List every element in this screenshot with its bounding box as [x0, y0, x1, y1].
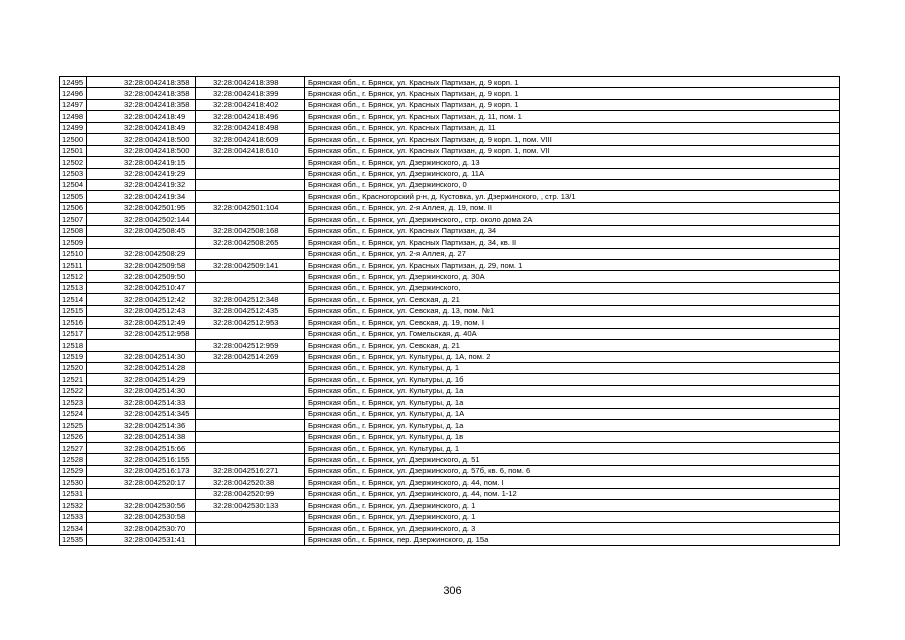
- cadastral-number-cell: 32:28:0042418:358: [87, 77, 196, 88]
- address-cell: Брянская обл., г. Брянск, ул. Севская, д. 21: [305, 340, 840, 351]
- linked-cadastral-number-cell: [196, 523, 305, 534]
- cadastral-number-cell: 32:28:0042509:50: [87, 271, 196, 282]
- cadastral-number-cell: [87, 340, 196, 351]
- row-number-cell: 12520: [60, 362, 87, 373]
- table-row: [60, 374, 840, 385]
- row-number-cell: 12504: [60, 179, 87, 190]
- linked-cadastral-number-cell: 32:28:0042509:141: [196, 260, 305, 271]
- cadastral-number-cell: 32:28:0042514:30: [87, 351, 196, 362]
- row-number-cell: 12533: [60, 511, 87, 522]
- row-number-cell: 12525: [60, 420, 87, 431]
- linked-cadastral-number-cell: [196, 454, 305, 465]
- table-row: [60, 534, 840, 545]
- address-cell: Брянская обл., г. Брянск, ул. Культуры, д. 1: [305, 443, 840, 454]
- address-cell: Брянская обл., г. Брянск, пер. Дзержинского, д. 15а: [305, 534, 840, 545]
- cadastral-number-cell: 32:28:0042514:36: [87, 420, 196, 431]
- address-cell: Брянская обл., г. Брянск, ул. Севская, д. 21: [305, 294, 840, 305]
- row-number-cell: 12527: [60, 443, 87, 454]
- cadastral-number-cell: 32:28:0042530:56: [87, 500, 196, 511]
- cadastral-number-cell: 32:28:0042516:155: [87, 454, 196, 465]
- linked-cadastral-number-cell: 32:28:0042418:498: [196, 122, 305, 133]
- linked-cadastral-number-cell: [196, 157, 305, 168]
- table-row: [60, 225, 840, 236]
- linked-cadastral-number-cell: [196, 248, 305, 259]
- cadastral-number-cell: 32:28:0042418:358: [87, 99, 196, 110]
- address-cell: Брянская обл., г. Брянск, ул. Красных Партизан, д. 9 корп. 1: [305, 77, 840, 88]
- table-row: [60, 454, 840, 465]
- cadastral-number-cell: 32:28:0042419:29: [87, 168, 196, 179]
- address-cell: Брянская обл., г. Брянск, ул. Культуры, д. 1: [305, 362, 840, 373]
- table-row: [60, 294, 840, 305]
- cadastral-number-cell: 32:28:0042419:15: [87, 157, 196, 168]
- address-cell: Брянская обл., г. Брянск, ул. Дзержинского, д. 3: [305, 523, 840, 534]
- cadastral-number-cell: 32:28:0042516:173: [87, 465, 196, 476]
- address-cell: Брянская обл., г. Брянск, ул. Дзержинского, д. 11А: [305, 168, 840, 179]
- row-number-cell: 12522: [60, 385, 87, 396]
- cadastral-number-cell: 32:28:0042509:58: [87, 260, 196, 271]
- linked-cadastral-number-cell: [196, 271, 305, 282]
- cadastral-number-cell: 32:28:0042514:29: [87, 374, 196, 385]
- linked-cadastral-number-cell: [196, 511, 305, 522]
- address-cell: Брянская обл., г. Брянск, ул. Дзержинского, д. 57б, кв. 6, пом. 6: [305, 465, 840, 476]
- linked-cadastral-number-cell: 32:28:0042520:99: [196, 488, 305, 499]
- address-cell: Брянская обл., г. Брянск, ул. Культуры, д. 1а: [305, 397, 840, 408]
- address-cell: Брянская обл., г. Брянск, ул. Красных Партизан, д. 29, пом. 1: [305, 260, 840, 271]
- linked-cadastral-number-cell: 32:28:0042418:610: [196, 145, 305, 156]
- table-row: [60, 122, 840, 133]
- address-cell: Брянская обл., г. Брянск, ул. Культуры, д. 1а: [305, 420, 840, 431]
- row-number-cell: 12528: [60, 454, 87, 465]
- address-cell: Брянская обл., г. Брянск, ул. Культуры, д. 1а: [305, 385, 840, 396]
- registry-table-body: [60, 77, 840, 546]
- linked-cadastral-number-cell: [196, 534, 305, 545]
- linked-cadastral-number-cell: 32:28:0042512:435: [196, 305, 305, 316]
- linked-cadastral-number-cell: 32:28:0042418:399: [196, 88, 305, 99]
- table-row: [60, 191, 840, 202]
- row-number-cell: 12501: [60, 145, 87, 156]
- cadastral-number-cell: 32:28:0042512:49: [87, 317, 196, 328]
- table-row: [60, 168, 840, 179]
- address-cell: Брянская обл., г. Брянск, ул. Красных Партизан, д. 34, кв. II: [305, 237, 840, 248]
- cadastral-number-cell: 32:28:0042508:29: [87, 248, 196, 259]
- row-number-cell: 12519: [60, 351, 87, 362]
- cadastral-number-cell: 32:28:0042510:47: [87, 282, 196, 293]
- row-number-cell: 12513: [60, 282, 87, 293]
- table-row: [60, 282, 840, 293]
- address-cell: Брянская обл., г. Брянск, ул. 2-я Аллея, д. 27: [305, 248, 840, 259]
- linked-cadastral-number-cell: 32:28:0042501:104: [196, 202, 305, 213]
- row-number-cell: 12497: [60, 99, 87, 110]
- table-row: [60, 351, 840, 362]
- table-row: [60, 397, 840, 408]
- linked-cadastral-number-cell: [196, 168, 305, 179]
- row-number-cell: 12526: [60, 431, 87, 442]
- address-cell: Брянская обл., г. Брянск, ул. Красных Партизан, д. 11, пом. 1: [305, 111, 840, 122]
- linked-cadastral-number-cell: 32:28:0042512:348: [196, 294, 305, 305]
- address-cell: Брянская обл., г. Брянск, ул. Дзержинского, д. 44, пом. 1-12: [305, 488, 840, 499]
- address-cell: Брянская обл., г. Брянск, ул. Культуры, д. 1А: [305, 408, 840, 419]
- row-number-cell: 12506: [60, 202, 87, 213]
- cadastral-number-cell: 32:28:0042418:358: [87, 88, 196, 99]
- row-number-cell: 12503: [60, 168, 87, 179]
- table-row: [60, 157, 840, 168]
- row-number-cell: 12507: [60, 214, 87, 225]
- table-row: [60, 248, 840, 259]
- linked-cadastral-number-cell: [196, 282, 305, 293]
- linked-cadastral-number-cell: 32:28:0042520:38: [196, 477, 305, 488]
- cadastral-number-cell: 32:28:0042520:17: [87, 477, 196, 488]
- row-number-cell: 12510: [60, 248, 87, 259]
- table-row: [60, 500, 840, 511]
- cadastral-number-cell: 32:28:0042530:58: [87, 511, 196, 522]
- row-number-cell: 12524: [60, 408, 87, 419]
- linked-cadastral-number-cell: 32:28:0042530:133: [196, 500, 305, 511]
- cadastral-number-cell: 32:28:0042418:500: [87, 145, 196, 156]
- address-cell: Брянская обл., г. Брянск, ул. Дзержинского, д. 13: [305, 157, 840, 168]
- address-cell: Брянская обл., г. Брянск, ул. Красных Партизан, д. 11: [305, 122, 840, 133]
- cadastral-number-cell: 32:28:0042512:42: [87, 294, 196, 305]
- table-row: [60, 317, 840, 328]
- table-row: [60, 431, 840, 442]
- address-cell: Брянская обл., г. Брянск, ул. Красных Партизан, д. 34: [305, 225, 840, 236]
- address-cell: Брянская обл., г. Брянск, ул. Дзержинского,, стр. около дома 2А: [305, 214, 840, 225]
- row-number-cell: 12496: [60, 88, 87, 99]
- row-number-cell: 12514: [60, 294, 87, 305]
- linked-cadastral-number-cell: [196, 214, 305, 225]
- address-cell: Брянская обл., г. Брянск, ул. Культуры, д. 1в: [305, 431, 840, 442]
- row-number-cell: 12515: [60, 305, 87, 316]
- linked-cadastral-number-cell: 32:28:0042516:271: [196, 465, 305, 476]
- row-number-cell: 12508: [60, 225, 87, 236]
- row-number-cell: 12502: [60, 157, 87, 168]
- table-row: [60, 271, 840, 282]
- table-row: [60, 77, 840, 88]
- address-cell: Брянская обл., г. Брянск, ул. Дзержинского,: [305, 282, 840, 293]
- cadastral-number-cell: 32:28:0042515:66: [87, 443, 196, 454]
- linked-cadastral-number-cell: 32:28:0042508:168: [196, 225, 305, 236]
- cadastral-number-cell: 32:28:0042418:500: [87, 134, 196, 145]
- cadastral-number-cell: 32:28:0042531:41: [87, 534, 196, 545]
- row-number-cell: 12512: [60, 271, 87, 282]
- linked-cadastral-number-cell: [196, 191, 305, 202]
- linked-cadastral-number-cell: 32:28:0042418:398: [196, 77, 305, 88]
- registry-table: [59, 76, 840, 546]
- address-cell: Брянская обл., г. Брянск, ул. Красных Партизан, д. 9 корп. 1: [305, 88, 840, 99]
- cadastral-number-cell: 32:28:0042508:45: [87, 225, 196, 236]
- linked-cadastral-number-cell: [196, 431, 305, 442]
- linked-cadastral-number-cell: [196, 385, 305, 396]
- cadastral-number-cell: [87, 237, 196, 248]
- address-cell: Брянская обл., г. Брянск, ул. Севская, д. 19, пом. I: [305, 317, 840, 328]
- cadastral-number-cell: 32:28:0042514:345: [87, 408, 196, 419]
- cadastral-number-cell: 32:28:0042418:49: [87, 122, 196, 133]
- row-number-cell: 12529: [60, 465, 87, 476]
- row-number-cell: 12516: [60, 317, 87, 328]
- address-cell: Брянская обл., г. Брянск, ул. Дзержинского, д. 30А: [305, 271, 840, 282]
- table-row: [60, 511, 840, 522]
- row-number-cell: 12495: [60, 77, 87, 88]
- row-number-cell: 12511: [60, 260, 87, 271]
- linked-cadastral-number-cell: 32:28:0042514:269: [196, 351, 305, 362]
- address-cell: Брянская обл., г. Брянск, ул. Культуры, д. 1А, пом. 2: [305, 351, 840, 362]
- linked-cadastral-number-cell: [196, 362, 305, 373]
- linked-cadastral-number-cell: 32:28:0042418:496: [196, 111, 305, 122]
- cadastral-number-cell: 32:28:0042514:38: [87, 431, 196, 442]
- table-row: [60, 99, 840, 110]
- row-number-cell: 12499: [60, 122, 87, 133]
- row-number-cell: 12531: [60, 488, 87, 499]
- cadastral-number-cell: 32:28:0042418:49: [87, 111, 196, 122]
- row-number-cell: 12509: [60, 237, 87, 248]
- table-row: [60, 305, 840, 316]
- linked-cadastral-number-cell: 32:28:0042418:402: [196, 99, 305, 110]
- row-number-cell: 12505: [60, 191, 87, 202]
- linked-cadastral-number-cell: 32:28:0042418:609: [196, 134, 305, 145]
- row-number-cell: 12517: [60, 328, 87, 339]
- table-row: [60, 488, 840, 499]
- address-cell: Брянская обл., г. Брянск, ул. Севская, д. 13, пом. №1: [305, 305, 840, 316]
- table-row: [60, 214, 840, 225]
- table-row: [60, 385, 840, 396]
- linked-cadastral-number-cell: [196, 420, 305, 431]
- table-row: [60, 465, 840, 476]
- linked-cadastral-number-cell: [196, 374, 305, 385]
- address-cell: Брянская обл., г. Брянск, ул. Гомельская, д. 40А: [305, 328, 840, 339]
- address-cell: Брянская обл., г. Брянск, ул. Красных Партизан, д. 9 корп. 1: [305, 99, 840, 110]
- address-cell: Брянская обл., г. Брянск, ул. Дзержинского, 0: [305, 179, 840, 190]
- row-number-cell: 12535: [60, 534, 87, 545]
- cadastral-number-cell: 32:28:0042502:144: [87, 214, 196, 225]
- linked-cadastral-number-cell: [196, 408, 305, 419]
- address-cell: Брянская обл., г. Брянск, ул. Дзержинского, д. 1: [305, 511, 840, 522]
- address-cell: Брянская обл., г. Брянск, ул. Дзержинского, д. 51: [305, 454, 840, 465]
- cadastral-number-cell: 32:28:0042514:33: [87, 397, 196, 408]
- table-row: [60, 111, 840, 122]
- row-number-cell: 12518: [60, 340, 87, 351]
- address-cell: Брянская обл., г. Брянск, ул. Красных Партизан, д. 9 корп. 1, пом. VIII: [305, 134, 840, 145]
- table-row: [60, 145, 840, 156]
- address-cell: Брянская обл., г. Брянск, ул. 2-я Аллея, д. 19, пом. II: [305, 202, 840, 213]
- table-row: [60, 362, 840, 373]
- page-number: 306: [443, 585, 462, 597]
- table-row: [60, 420, 840, 431]
- table-row: [60, 340, 840, 351]
- row-number-cell: 12532: [60, 500, 87, 511]
- cadastral-number-cell: 32:28:0042512:43: [87, 305, 196, 316]
- linked-cadastral-number-cell: 32:28:0042512:959: [196, 340, 305, 351]
- row-number-cell: 12534: [60, 523, 87, 534]
- cadastral-number-cell: [87, 488, 196, 499]
- table-row: [60, 523, 840, 534]
- table-row: [60, 328, 840, 339]
- row-number-cell: 12500: [60, 134, 87, 145]
- linked-cadastral-number-cell: 32:28:0042512:953: [196, 317, 305, 328]
- table-row: [60, 179, 840, 190]
- cadastral-number-cell: 32:28:0042419:34: [87, 191, 196, 202]
- table-row: [60, 134, 840, 145]
- linked-cadastral-number-cell: [196, 443, 305, 454]
- table-row: [60, 260, 840, 271]
- table-row: [60, 443, 840, 454]
- table-row: [60, 408, 840, 419]
- cadastral-number-cell: 32:28:0042514:30: [87, 385, 196, 396]
- cadastral-number-cell: 32:28:0042530:70: [87, 523, 196, 534]
- row-number-cell: 12530: [60, 477, 87, 488]
- address-cell: Брянская обл., г. Брянск, ул. Дзержинского, д. 1: [305, 500, 840, 511]
- table-row: [60, 202, 840, 213]
- table-row: [60, 237, 840, 248]
- cadastral-number-cell: 32:28:0042512:958: [87, 328, 196, 339]
- cadastral-number-cell: 32:28:0042419:32: [87, 179, 196, 190]
- address-cell: Брянская обл., г. Брянск, ул. Дзержинского, д. 44, пом. I: [305, 477, 840, 488]
- linked-cadastral-number-cell: 32:28:0042508:265: [196, 237, 305, 248]
- linked-cadastral-number-cell: [196, 328, 305, 339]
- linked-cadastral-number-cell: [196, 397, 305, 408]
- cadastral-number-cell: 32:28:0042501:95: [87, 202, 196, 213]
- cadastral-number-cell: 32:28:0042514:28: [87, 362, 196, 373]
- row-number-cell: 12498: [60, 111, 87, 122]
- row-number-cell: 12523: [60, 397, 87, 408]
- linked-cadastral-number-cell: [196, 179, 305, 190]
- table-row: [60, 477, 840, 488]
- address-cell: Брянская обл., г. Брянск, ул. Культуры, д. 1б: [305, 374, 840, 385]
- table-row: [60, 88, 840, 99]
- address-cell: Брянская обл., Красногорский р-н, д. Кустовка, ул. Дзержинского, , стр. 13/1: [305, 191, 840, 202]
- address-cell: Брянская обл., г. Брянск, ул. Красных Партизан, д. 9 корп. 1, пом. VII: [305, 145, 840, 156]
- row-number-cell: 12521: [60, 374, 87, 385]
